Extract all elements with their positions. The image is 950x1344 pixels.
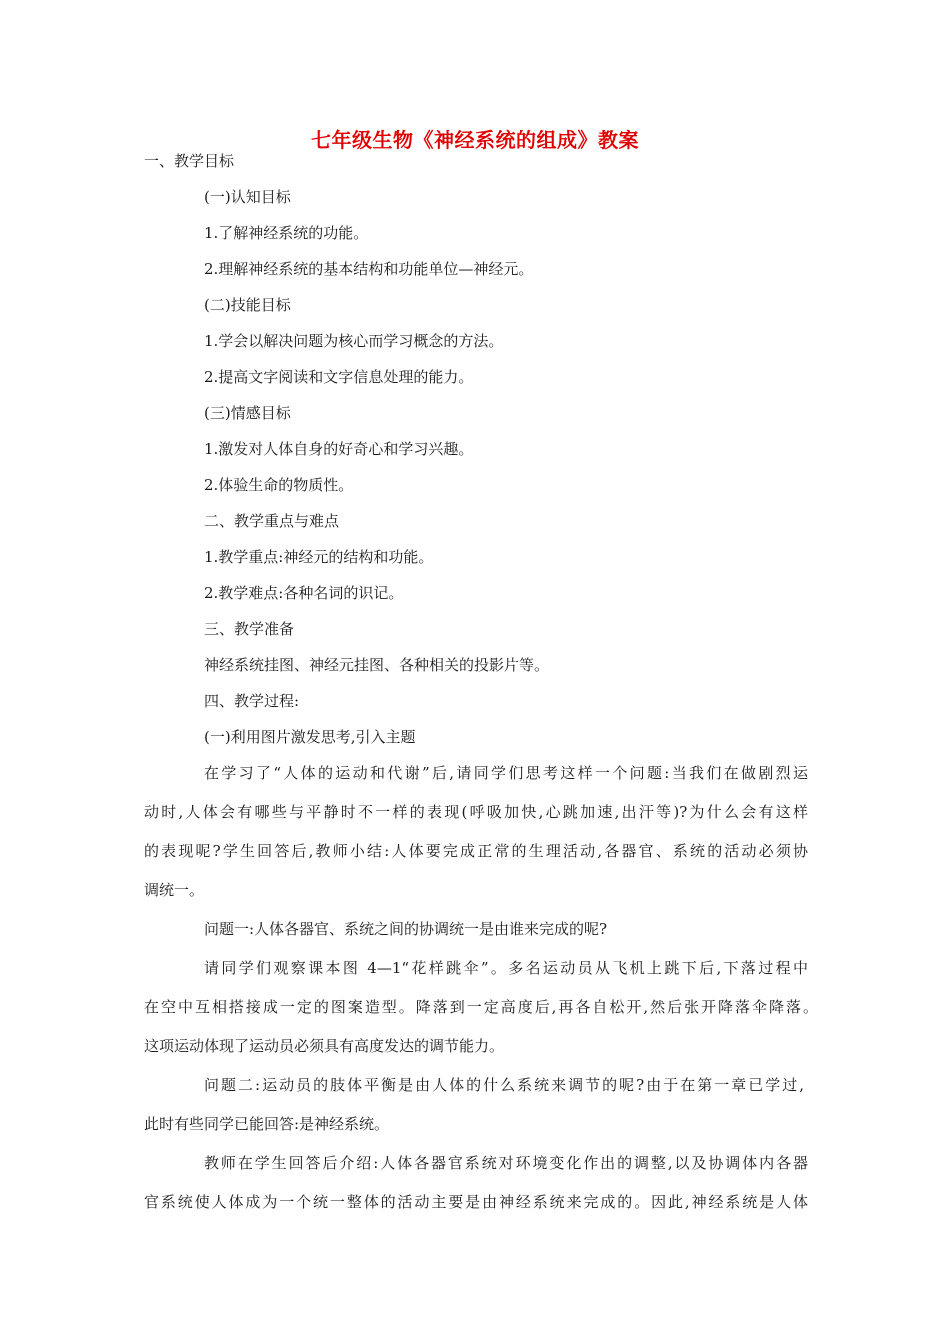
paragraph-line: 教师在学生回答后介绍:人体各器官系统对环境变化作出的调整,以及协调体内各器 xyxy=(204,1154,808,1172)
list-item: 2.提高文字阅读和文字信息处理的能力。 xyxy=(204,368,474,386)
section-heading-objectives: 一、教学目标 xyxy=(144,152,235,170)
document-title: 七年级生物《神经系统的组成》教案 xyxy=(311,128,639,152)
paragraph-line: 神经系统挂图、神经元挂图、各种相关的投影片等。 xyxy=(204,656,550,674)
paragraph-line: 在学习了“人体的运动和代谢”后,请同学们思考这样一个问题:当我们在做剧烈运 xyxy=(204,764,808,782)
paragraph-line: 调统一。 xyxy=(144,881,205,899)
subheading-skills: (二)技能目标 xyxy=(204,296,291,314)
section-heading-process: 四、教学过程: xyxy=(204,692,300,710)
list-item: 1.激发对人体自身的好奇心和学习兴趣。 xyxy=(204,440,474,458)
list-item: 2.理解神经系统的基本结构和功能单位—神经元。 xyxy=(204,260,534,278)
question-line: 问题二:运动员的肢体平衡是由人体的什么系统来调节的呢?由于在第一章已学过, xyxy=(204,1076,804,1094)
paragraph-line: 此时有些同学已能回答:是神经系统。 xyxy=(144,1115,390,1133)
list-item: 1.教学重点:神经元的结构和功能。 xyxy=(204,548,434,566)
section-heading-preparation: 三、教学准备 xyxy=(204,620,295,638)
list-item: 2.体验生命的物质性。 xyxy=(204,476,354,494)
paragraph-line: 在空中互相搭接成一定的图案造型。降落到一定高度后,再各自松开,然后张开降落伞降落。 xyxy=(144,998,818,1016)
section-heading-key-points: 二、教学重点与难点 xyxy=(204,512,340,530)
paragraph-line: 的表现呢?学生回答后,教师小结:人体要完成正常的生理活动,各器官、系统的活动必须协 xyxy=(144,842,808,860)
list-item: 1.学会以解决问题为核心而学习概念的方法。 xyxy=(204,332,504,350)
subheading-emotion: (三)情感目标 xyxy=(204,404,291,422)
list-item: 2.教学难点:各种名词的识记。 xyxy=(204,584,404,602)
list-item: 1.了解神经系统的功能。 xyxy=(204,224,369,242)
paragraph-line: 这项运动体现了运动员必须具有高度发达的调节能力。 xyxy=(144,1037,505,1055)
question-line: 问题一:人体各器官、系统之间的协调统一是由谁来完成的呢? xyxy=(204,920,608,938)
paragraph-line: 动时,人体会有哪些与平静时不一样的表现(呼吸加快,心跳加速,出汗等)?为什么会有这样 xyxy=(144,803,808,821)
paragraph-line: 官系统使人体成为一个统一整体的活动主要是由神经系统来完成的。因此,神经系统是人体 xyxy=(144,1193,808,1211)
paragraph-line: 请同学们观察课本图 4—1“花样跳伞”。多名运动员从飞机上跳下后,下落过程中 xyxy=(204,959,808,977)
subheading-introduction: (一)利用图片激发思考,引入主题 xyxy=(204,728,416,746)
subheading-cognitive: (一)认知目标 xyxy=(204,188,291,206)
